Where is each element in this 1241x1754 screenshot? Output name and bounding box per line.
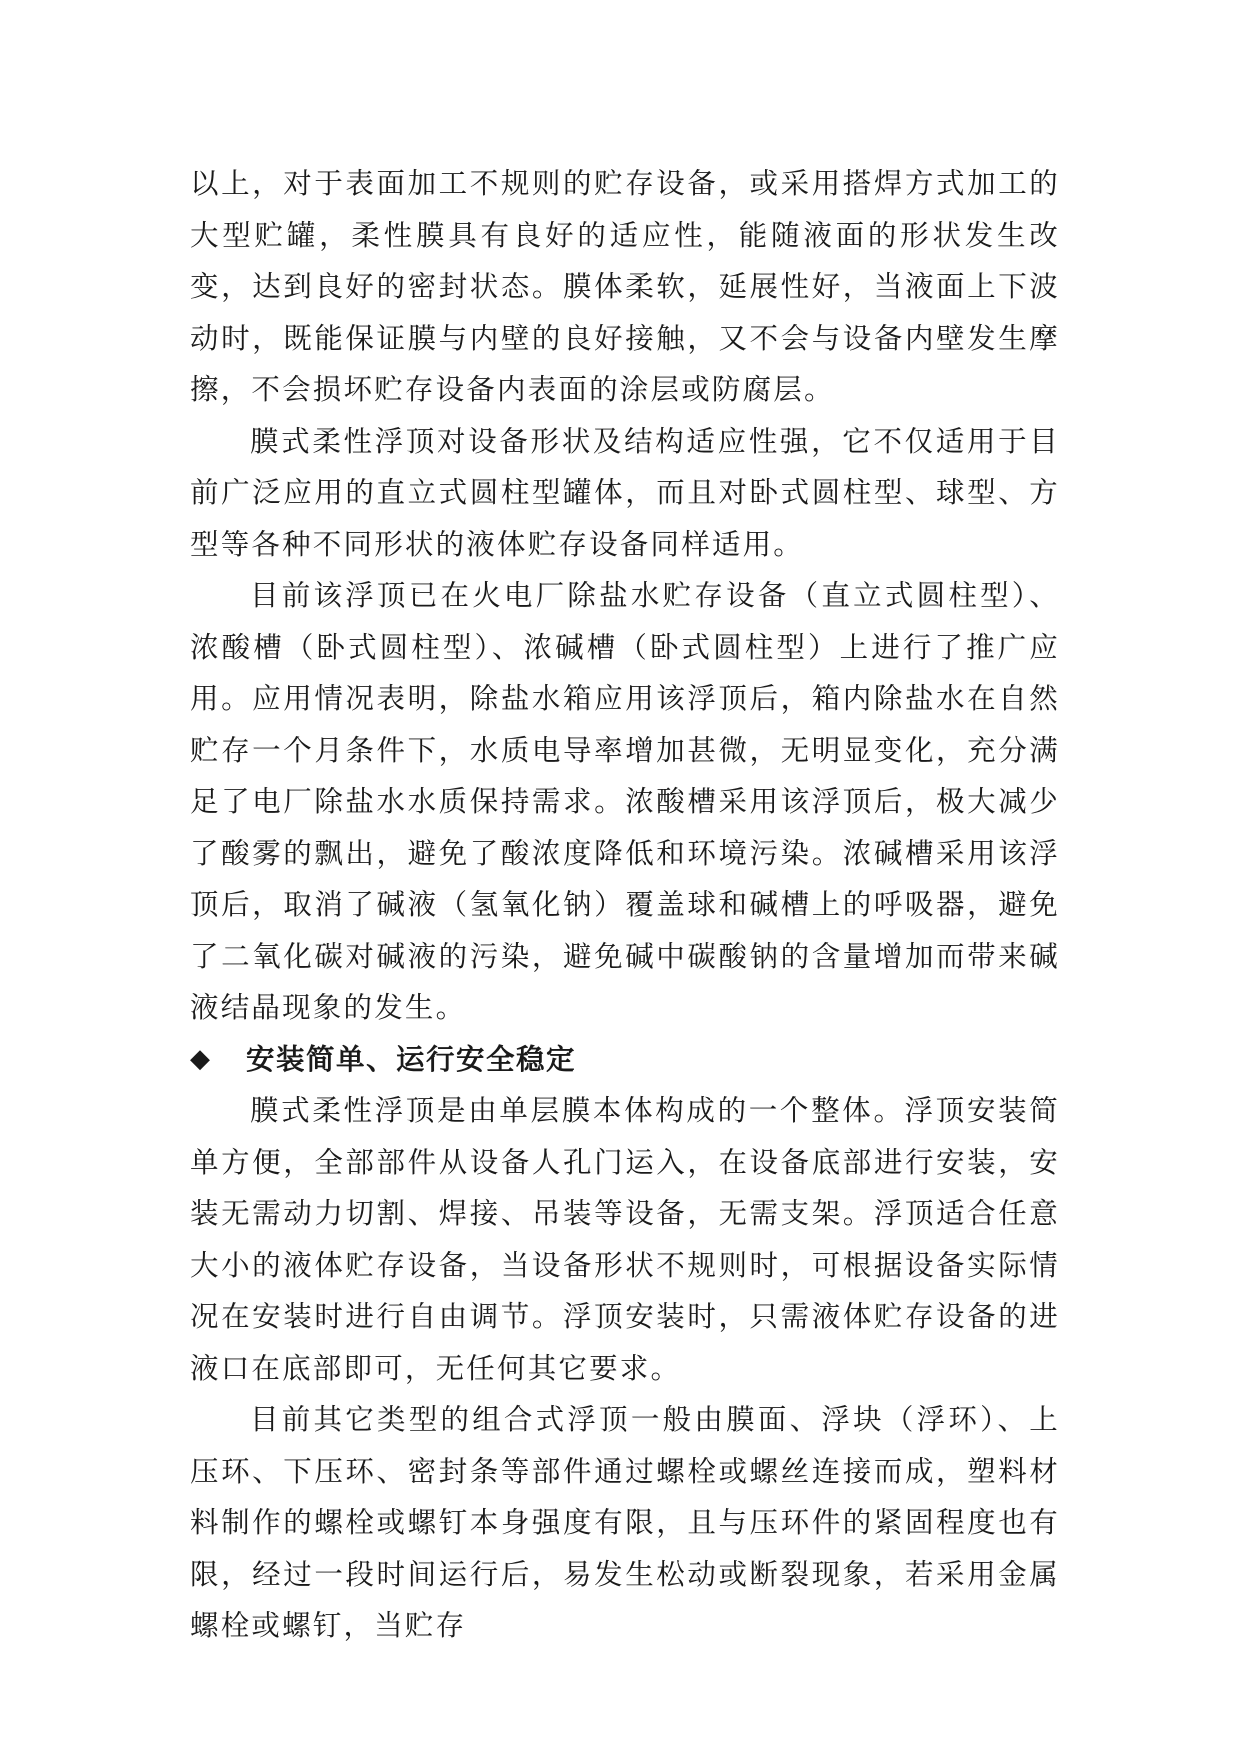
section-heading — [190, 1034, 1060, 1086]
paragraph-1: 以上，对于表面加工不规则的贮存设备，或采用搭焊方式加工的大型贮罐，柔性膜具有良好的适应性，能随液面的形状发生改变，达到良好的密封状态。膜体柔软，延展性好，当液面上下波动时，既能保证膜与内壁的良好接触，又不会与设备内壁发生摩擦，不会损坏贮存设备内表面的涂层或防腐层。 — [190, 167, 1060, 406]
paragraph-5: 目前其它类型的组合式浮顶一般由膜面、浮块（浮环）、上压环、下压环、密封条等部件通过螺栓或螺丝连接而成，塑料材料制作的螺栓或螺钉本身强度有限，且与压环件的紧固程度也有限，经过一段时间运行后，易发生松动或断裂现象，若采用金属螺栓或螺钉，当贮存 — [190, 1403, 1060, 1642]
paragraph-2: 膜式柔性浮顶对设备形状及结构适应性强，它不仅适用于目前广泛应用的直立式圆柱型罐体，而且对卧式圆柱型、球型、方型等各种不同形状的液体贮存设备同样适用。 — [190, 424, 1060, 561]
paragraph-4: 膜式柔性浮顶是由单层膜本体构成的一个整体。浮顶安装简单方便，全部部件从设备人孔门运入，在设备底部进行安装，安装无需动力切割、焊接、吊装等设备，无需支架。浮顶适合任意大小的液体贮存设备，当设备形状不规则时，可根据设备实际情况在安装时进行自由调节。浮顶安装时，只需液体贮存设备的进液口在底部即可，无任何其它要求。 — [190, 1094, 1060, 1385]
paragraph-3: 目前该浮顶已在火电厂除盐水贮存设备（直立式圆柱型）、浓酸槽（卧式圆柱型）、浓碱槽（卧式圆柱型）上进行了推广应用。应用情况表明，除盐水箱应用该浮顶后，箱内除盐水在自然贮存一个月条件下，水质电导率增加甚微，无明显变化，充分满足了电厂除盐水水质保持需求。浓酸槽采用该浮顶后，极大减少了酸雾的飘出，避免了酸浓度降低和环境污染。浓碱槽采用该浮顶后，取消了碱液（氢氧化钠）覆盖球和碱槽上的呼吸器，避免了二氧化碳对碱液的污染，避免碱中碳酸钠的含量增加而带来碱液结晶现象的发生。 — [190, 579, 1060, 1024]
section-heading-text: 安装简单、运行安全稳定 — [246, 1041, 577, 1076]
document-page — [190, 158, 1060, 1652]
diamond-bullet-icon: ◆ — [190, 1043, 212, 1074]
